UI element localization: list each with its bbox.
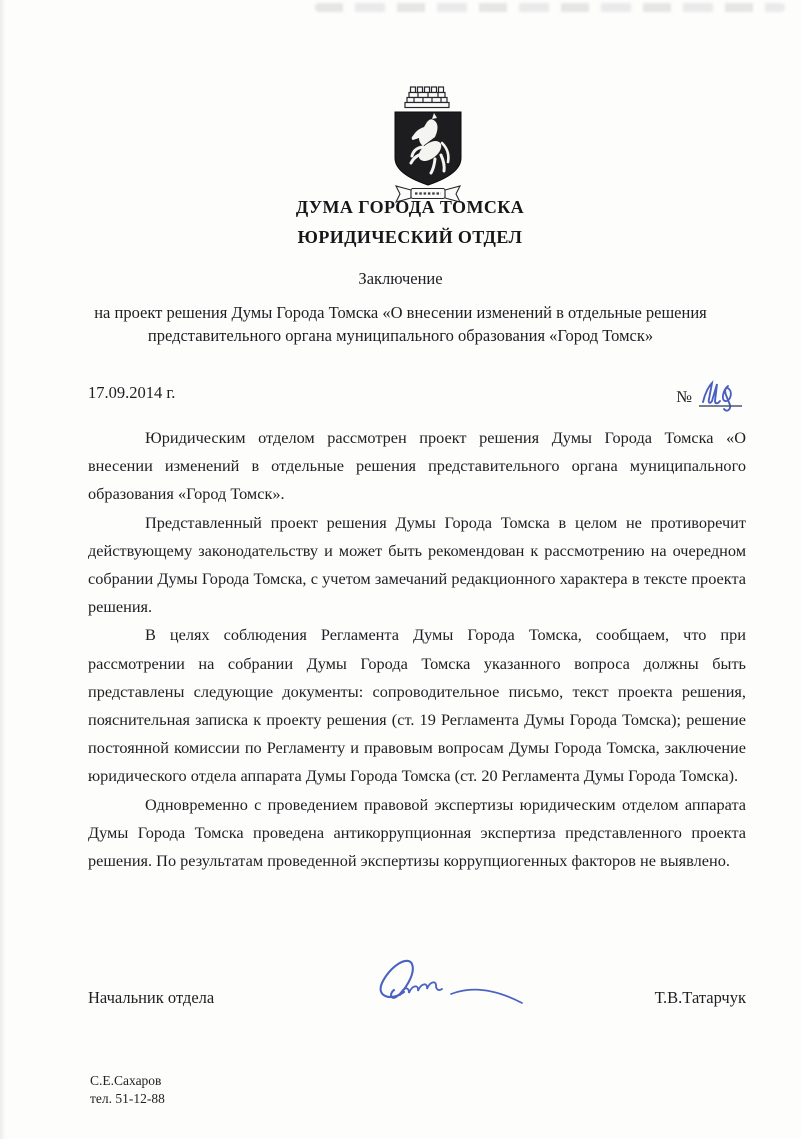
org-name: ДУМА ГОРОДА ТОМСКА bbox=[295, 197, 525, 217]
signature-row bbox=[88, 988, 746, 1008]
paragraph: Юридическим отделом рассмотрен проект решения Думы Города Томска «О внесении изменений в отдельные решения представительного органа муниципального образования «Город Томск». bbox=[88, 428, 746, 504]
number-block bbox=[676, 383, 746, 422]
tomsk-coat-of-arms-icon bbox=[385, 85, 471, 205]
executor-footer bbox=[90, 1072, 165, 1107]
scan-artifact-top bbox=[315, 3, 785, 12]
subject-line: представительного органа муниципального образования «Город Томск» bbox=[147, 325, 654, 345]
position-title: Начальник отдела bbox=[88, 988, 215, 1007]
document-body bbox=[88, 424, 746, 875]
signer-name: Т.В.Татарчук bbox=[654, 988, 746, 1007]
number-label: № bbox=[676, 387, 692, 406]
date-text: 17.09.2014 г. bbox=[88, 383, 176, 402]
doc-type-title: Заключение bbox=[358, 269, 443, 288]
executor-phone: тел. 51-12-88 bbox=[90, 1090, 165, 1106]
mural-crown-icon bbox=[405, 87, 449, 108]
department-name: ЮРИДИЧЕСКИЙ ОТДЕЛ bbox=[297, 227, 523, 247]
handwritten-number-icon bbox=[694, 375, 746, 422]
paragraph: В целях соблюдения Регламента Думы Города Томска, сообщаем, что при рассмотрении на собрании Думы Города Томска указанного вопроса должны быть представлены следующие документы: сопроводительное письмо, текст проекта решения, пояснительная записка к проекту решения (ст. 19 Регламента Думы Города Томска); решение постоянной комиссии по Регламенту и правовым вопросам Думы Города Томска, заключение юридического отдела аппарата Думы Города Томска (ст. 20 Регламента Думы Города Томска). bbox=[88, 625, 746, 786]
subject-line: на проект решения Думы Города Томска «О внесении изменений в отдельные решения bbox=[94, 303, 707, 322]
paragraph: Представленный проект решения Думы Города Томска в целом не противоречит действующему законодательству и может быть рекомендован к рассмотрению на очередном собрании Думы Города Томска, с учетом замечаний редакционного характера в тексте проекта решения. bbox=[88, 512, 746, 617]
meta-row bbox=[88, 383, 746, 422]
executor-name: С.Е.Сахаров bbox=[90, 1073, 162, 1088]
subject-block bbox=[70, 302, 731, 347]
paragraph: Одновременно с проведением правовой экспертизы юридическим отделом аппарата Думы Города Томска проведена антикоррупционная экспертиза представленного проекта решения. По результатам проведенной экспертизы коррупциогенных факторов не выявлено. bbox=[88, 794, 746, 871]
